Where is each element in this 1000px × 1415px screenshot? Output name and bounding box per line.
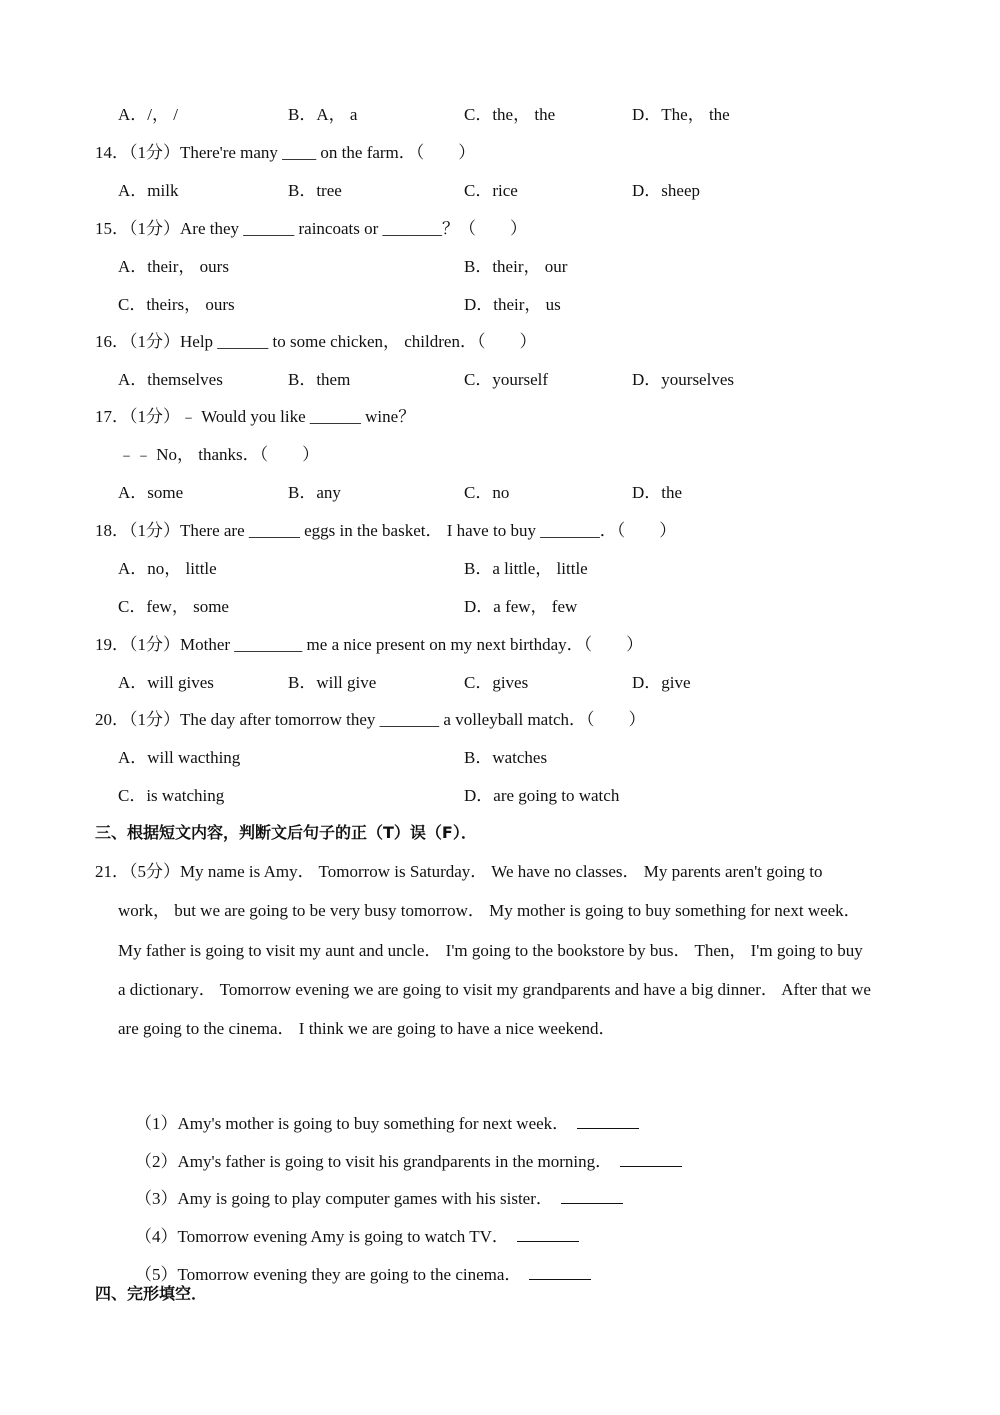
q18-option-d: D．a few， few <box>464 597 578 616</box>
q17-option-c: C．no <box>464 483 510 502</box>
q14-option-d: D．sheep <box>632 181 700 200</box>
q17-option-d: D．the <box>632 483 683 502</box>
q18-option-b: B．a little， little <box>464 559 588 578</box>
q21-passage-line-1: 21．（5分）My name is Amy． Tomorrow is Saturday． We have no classes． My parents aren't going to <box>95 862 823 881</box>
q19-option-c: C．gives <box>464 673 529 692</box>
q14-stem: 14．（1分）There're many ____ on the farm．（ ） <box>95 143 476 162</box>
q19-option-d: D．give <box>632 673 691 692</box>
q17-option-b: B．any <box>288 483 341 502</box>
q21-item-3-text: （3）Amy is going to play computer games with his sister． <box>135 1189 553 1208</box>
q15-option-b: B．their， our <box>464 257 568 276</box>
q21-item-2-text: （2）Amy's father is going to visit his grandparents in the morning． <box>135 1152 613 1171</box>
q19-stem: 19．（1分）Mother ________ me a nice present on my next birthday．（ ） <box>95 635 644 654</box>
q16-option-c: C．yourself <box>464 370 549 389</box>
q13-option-d: D．The， the <box>632 105 730 124</box>
q21-passage-line-3: My father is going to visit my aunt and uncle． I'm going to the bookstore by bus． Then， I'm going to buy <box>118 941 863 960</box>
q19-option-b: B．will give <box>288 673 377 692</box>
q15-option-c: C．theirs， ours <box>118 295 235 314</box>
q14-option-c: C．rice <box>464 181 518 200</box>
answer-blank[interactable] <box>561 1189 623 1204</box>
q20-option-c: C．is watching <box>118 786 225 805</box>
q21-item-4-text: （4）Tomorrow evening Amy is going to watch TV． <box>135 1227 509 1246</box>
q17-stem-reply: ﹣﹣ No， thanks．（ ） <box>118 445 320 464</box>
q16-option-d: D．yourselves <box>632 370 734 389</box>
answer-blank[interactable] <box>577 1114 639 1129</box>
q16-option-b: B．them <box>288 370 351 389</box>
answer-blank[interactable] <box>620 1152 682 1167</box>
q15-stem: 15．（1分）Are they ______ raincoats or _______？（ ） <box>95 219 528 238</box>
q16-option-a: A．themselves <box>118 370 223 389</box>
q18-option-a: A．no， little <box>118 559 217 578</box>
q17-stem: 17．（1分）﹣ Would you like ______ wine？ <box>95 407 416 426</box>
q16-stem: 16．（1分）Help ______ to some chicken， children．（ ） <box>95 332 537 351</box>
q20-stem: 20．（1分）The day after tomorrow they _______ a volleyball match．（ ） <box>95 710 646 729</box>
q18-option-c: C．few， some <box>118 597 229 616</box>
q15-option-d: D．their， us <box>464 295 561 314</box>
q14-option-b: B．tree <box>288 181 342 200</box>
q20-option-b: B．watches <box>464 748 548 767</box>
q18-stem: 18．（1分）There are ______ eggs in the basket． I have to buy _______．（ ） <box>95 521 677 540</box>
q20-option-a: A．will wacthing <box>118 748 241 767</box>
section-4-title: 四、完形填空． <box>95 1284 208 1303</box>
q14-option-a: A．milk <box>118 181 179 200</box>
answer-blank[interactable] <box>529 1265 591 1280</box>
q21-item-5-text: （5）Tomorrow evening they are going to the cinema． <box>135 1265 522 1284</box>
q20-option-d: D．are going to watch <box>464 786 620 805</box>
q17-option-a: A．some <box>118 483 184 502</box>
q21-passage-line-5: are going to the cinema． I think we are going to have a nice weekend． <box>118 1019 616 1038</box>
q21-passage-line-4: a dictionary． Tomorrow evening we are going to visit my grandparents and have a big dinner． After that we <box>118 980 871 999</box>
answer-blank[interactable] <box>517 1227 579 1242</box>
q13-option-b: B．A， a <box>288 105 358 124</box>
q21-passage-line-2: work， but we are going to be very busy tomorrow． My mother is going to buy something for next week． <box>118 901 861 920</box>
q13-option-a: A．/， / <box>118 105 178 124</box>
q21-item-1-text: （1）Amy's mother is going to buy something for next week． <box>135 1114 570 1133</box>
q15-option-a: A．their， ours <box>118 257 229 276</box>
section-3-title: 三、根据短文内容，判断文后句子的正（T）误（F）． <box>95 823 477 842</box>
q13-option-c: C．the， the <box>464 105 556 124</box>
q19-option-a: A．will gives <box>118 673 214 692</box>
